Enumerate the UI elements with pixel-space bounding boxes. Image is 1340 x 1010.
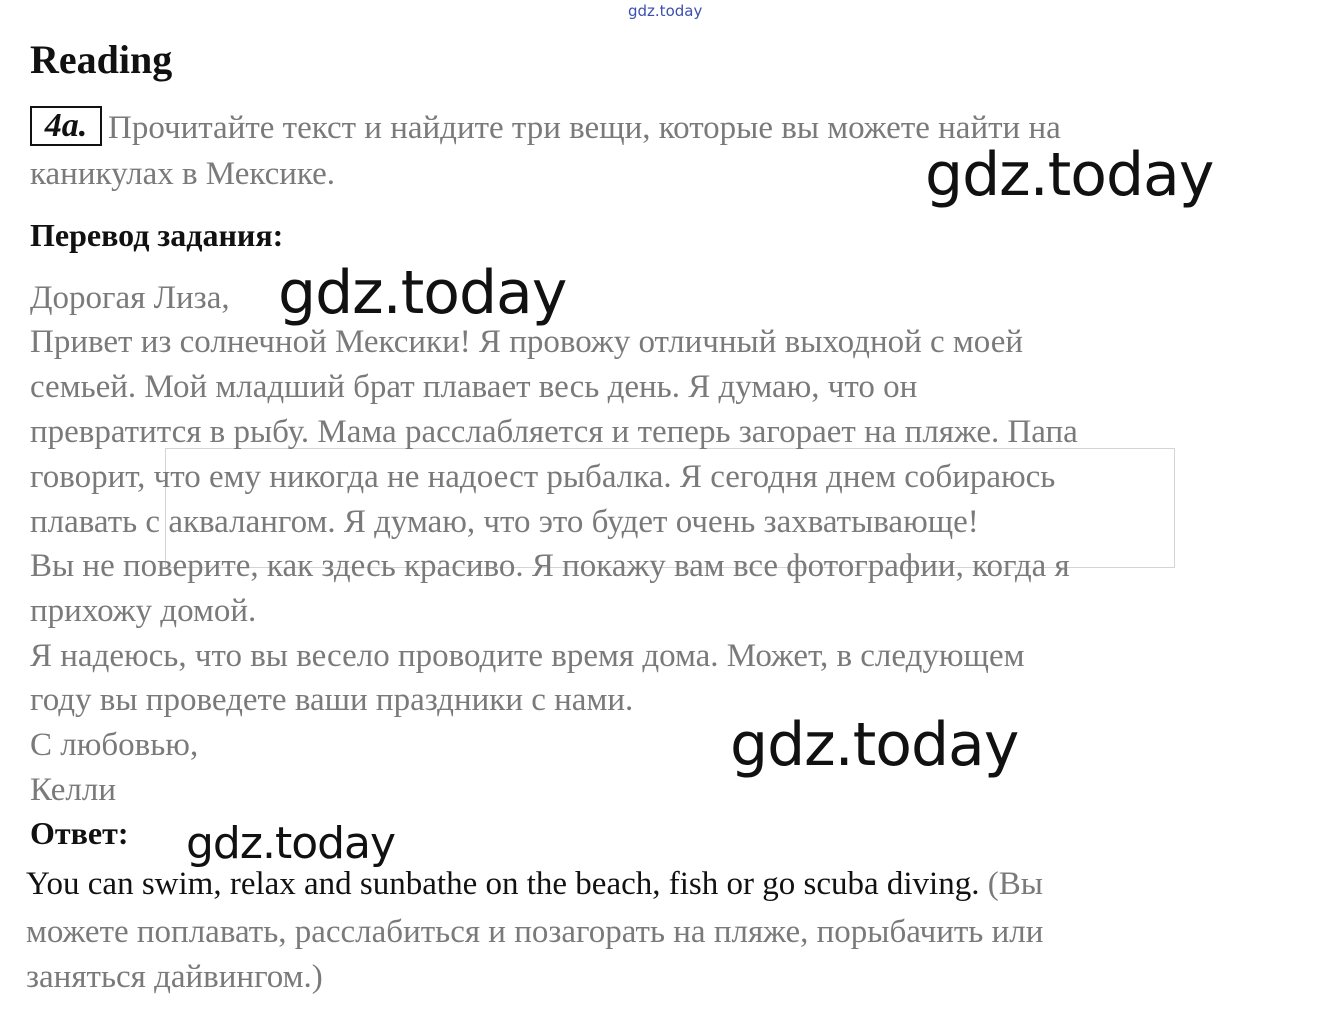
answer-line-1 <box>26 866 1043 903</box>
watermark: gdz.today <box>925 140 1214 210</box>
letter-signature: Келли <box>30 772 116 808</box>
answer-translation-start: (Вы <box>979 866 1043 902</box>
answer-translation-line-3: заняться дайвингом.) <box>26 959 323 995</box>
task-number-badge: 4a. <box>30 106 102 146</box>
letter-line: Вы не поверите, как здесь красиво. Я покажу вам все фотографии, когда я <box>30 548 1070 584</box>
letter-line: семьей. Мой младший брат плавает весь день. Я думаю, что он <box>30 369 918 405</box>
letter-line: прихожу домой. <box>30 593 257 629</box>
answer-label: Ответ: <box>30 815 129 851</box>
letter-line: превратится в рыбу. Мама расслабляется и теперь загорает на пляже. Папа <box>30 414 1078 450</box>
answer-english: You can swim, relax and sunbathe on the beach, fish or go scuba diving. <box>26 866 980 902</box>
letter-closing: С любовью, <box>30 727 199 763</box>
watermark: gdz.today <box>186 818 396 869</box>
task-instruction-line-1: Прочитайте текст и найдите три вещи, которые вы можете найти на <box>108 110 1061 146</box>
top-watermark: gdz.today <box>628 2 703 20</box>
task-instruction-line-2: каникулах в Мексике. <box>30 156 335 192</box>
answer-translation-line-2: можете поплавать, расслабиться и позагорать на пляже, порыбачить или <box>26 914 1044 950</box>
section-heading: Reading <box>30 37 173 82</box>
letter-line: говорит, что ему никогда не надоест рыбалка. Я сегодня днем собираюсь <box>30 459 1056 495</box>
letter-line: году вы проведете ваши праздники с нами. <box>30 682 634 718</box>
letter-line: Я надеюсь, что вы весело проводите время дома. Может, в следующем <box>30 638 1025 674</box>
letter-greeting: Дорогая Лиза, <box>30 280 230 316</box>
translation-label: Перевод задания: <box>30 217 284 253</box>
letter-line: плавать с аквалангом. Я думаю, что это будет очень захватывающе! <box>30 504 979 540</box>
watermark: gdz.today <box>278 258 567 328</box>
letter-line: Привет из солнечной Мексики! Я провожу отличный выходной с моей <box>30 324 1024 360</box>
watermark: gdz.today <box>730 710 1019 780</box>
